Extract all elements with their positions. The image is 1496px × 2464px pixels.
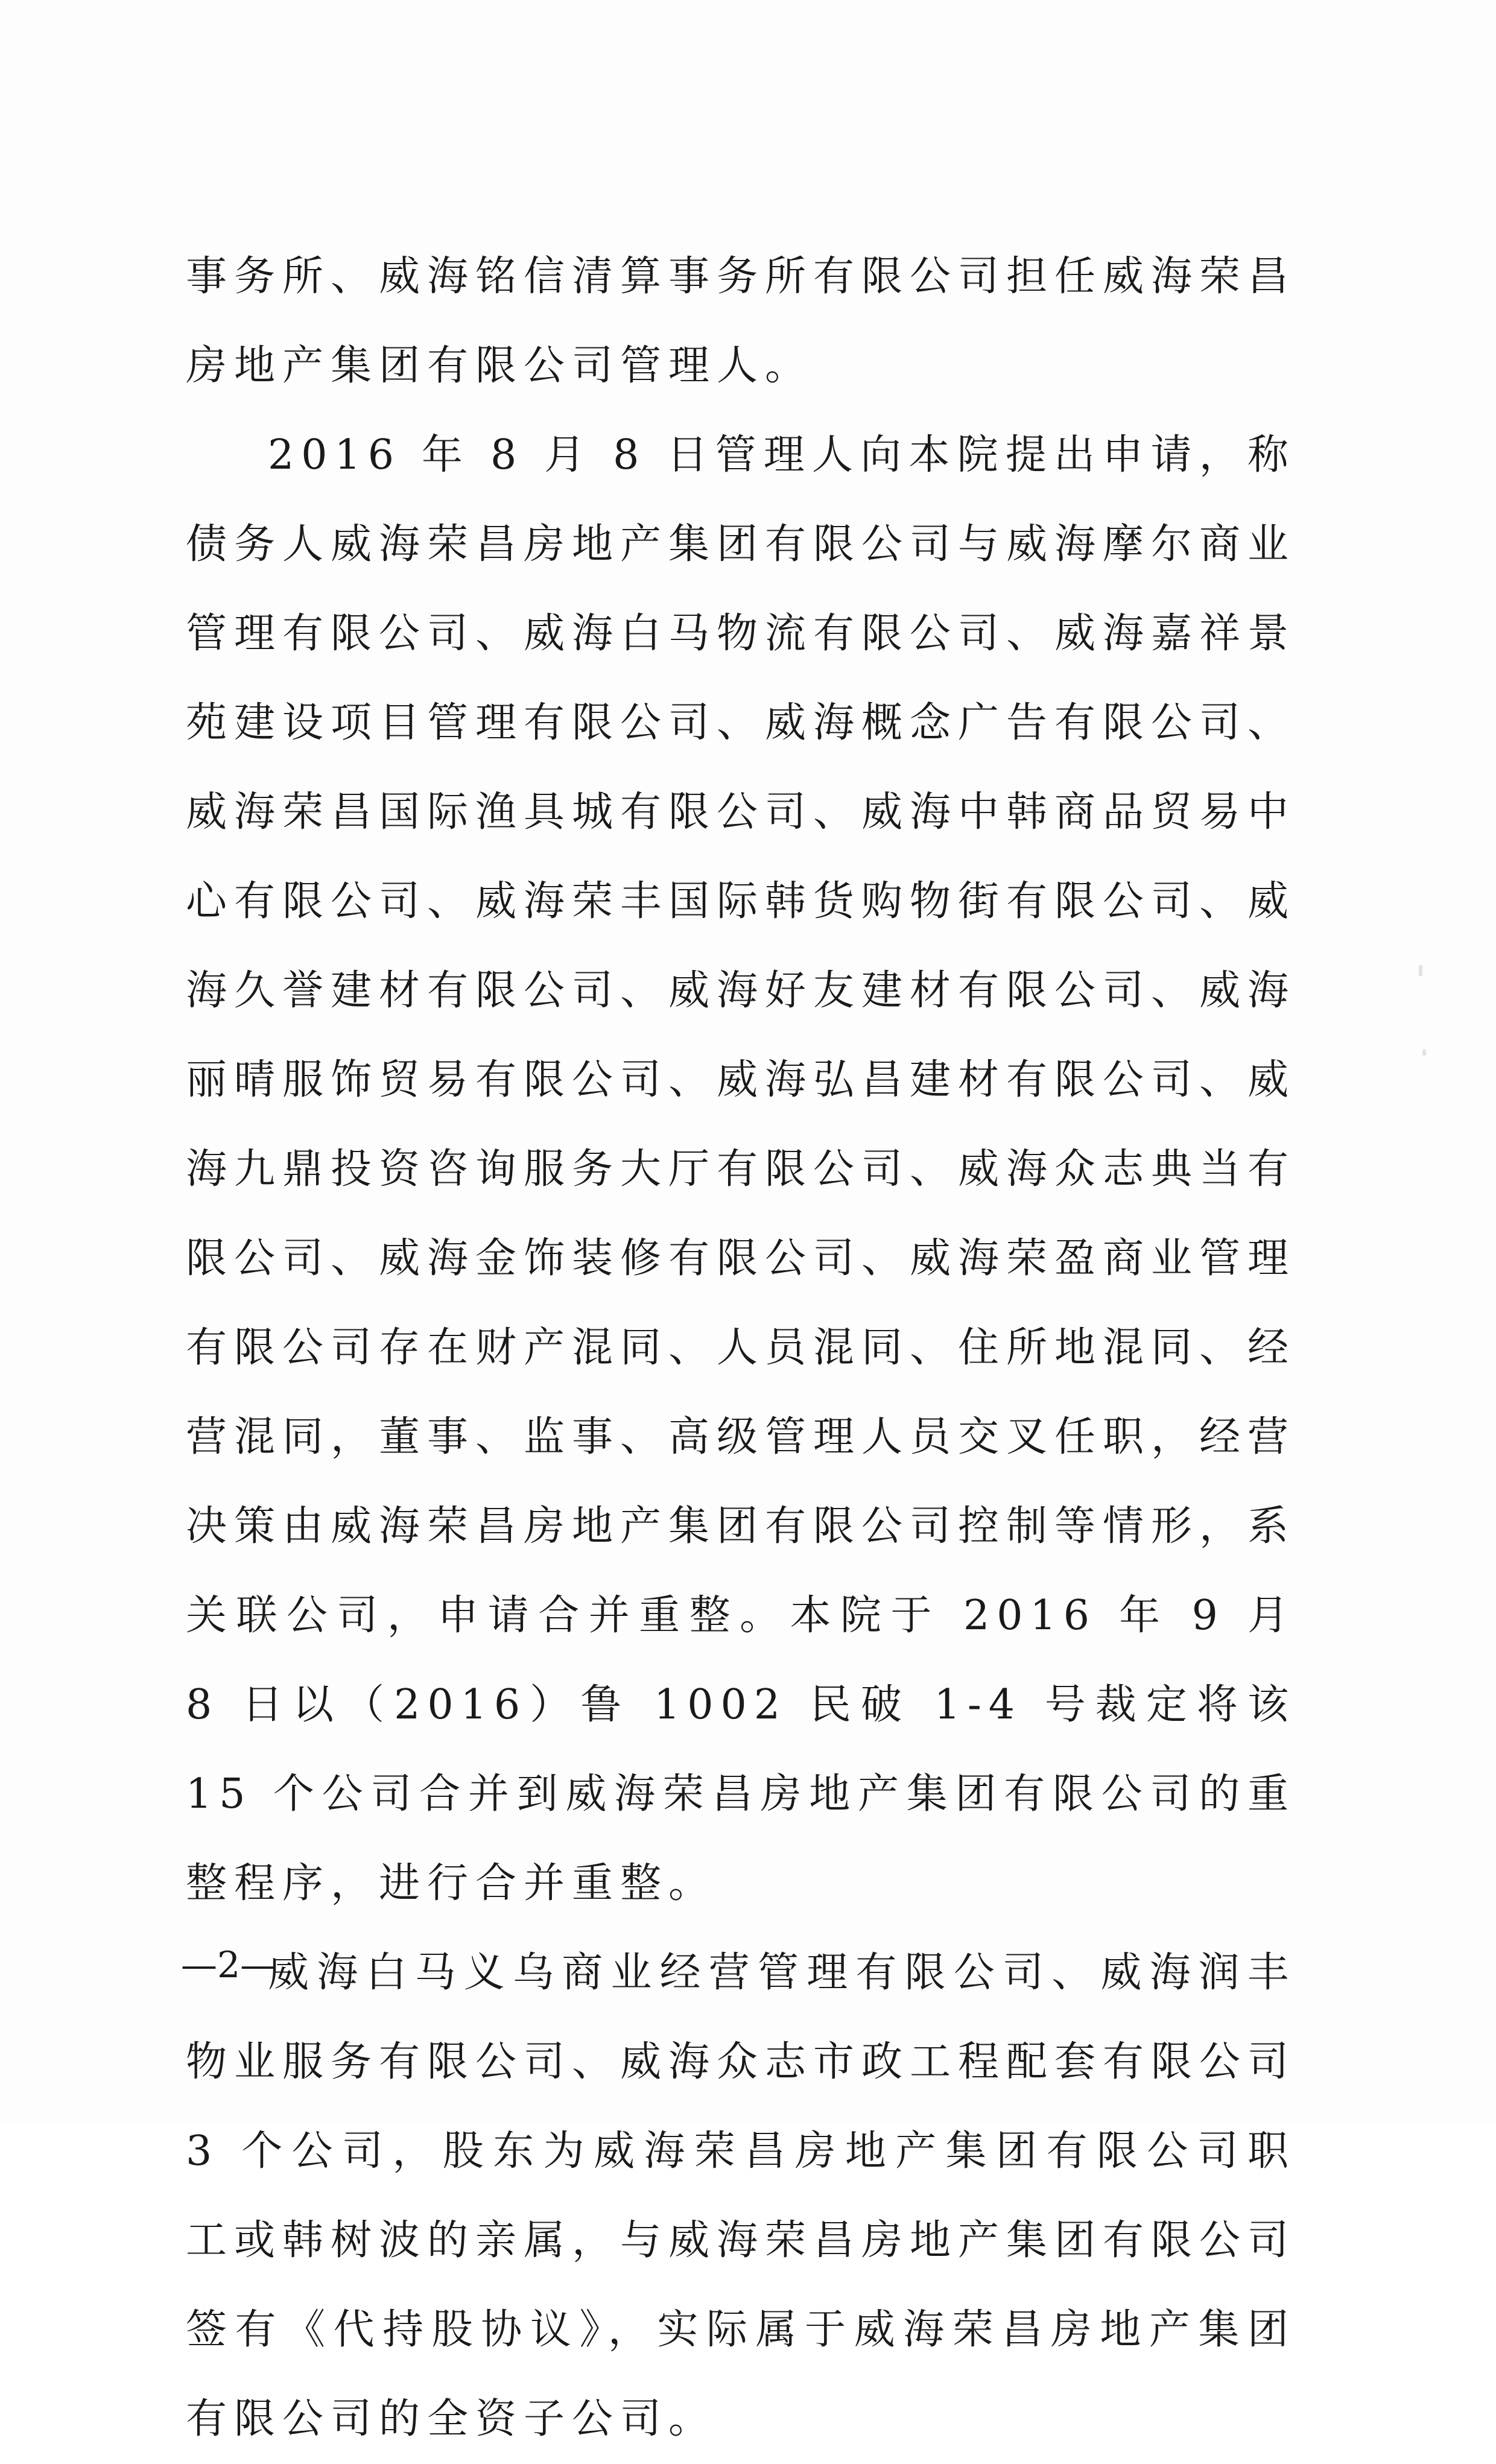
- document-body: [186, 232, 1296, 2464]
- page-number: —2—: [181, 1944, 277, 1986]
- paragraph-merger-application: 2016 年 8 月 8 日管理人向本院提出申请，称债务人威海荣昌房地产集团有限公司与威海摩尔商业管理有限公司、威海白马物流有限公司、威海嘉祥景苑建设项目管理有限公司、威海概念广告有限公司、威海荣昌国际渔具城有限公司、威海中韩商品贸易中心有限公司、威海荣丰国际韩货购物街有限公司、威海久誉建材有限公司、威海好友建材有限公司、威海丽晴服饰贸易有限公司、威海弘昌建材有限公司、威海九鼎投资咨询服务大厅有限公司、威海众志典当有限公司、威海金饰装修有限公司、威海荣盈商业管理有限公司存在财产混同、人员混同、住所地混同、经营混同，董事、监事、高级管理人员交叉任职，经营决策由威海荣昌房地产集团有限公司控制等情形，系关联公司，申请合并重整。本院于 2016 年 9 月 8 日以（2016）鲁 1002 民破 1-4 号裁定将该 15 个公司合并到威海荣昌房地产集团有限公司的重整程序，进行合并重整。: [186, 431, 1296, 1907]
- paragraph-subsidiaries: 威海白马义乌商业经营管理有限公司、威海润丰物业服务有限公司、威海众志市政工程配套有限公司 3 个公司，股东为威海荣昌房地产集团有限公司职工或韩树波的亲属，与威海荣昌房地产集团有限公司签有《代持股协议》，实际属于威海荣昌房地产集团有限公司的全资子公司。: [186, 1949, 1296, 2443]
- scan-artifact: [1422, 1050, 1426, 1056]
- paragraph-continuation: 事务所、威海铭信清算事务所有限公司担任威海荣昌房地产集团有限公司管理人。: [186, 253, 1296, 390]
- scan-artifact: [1419, 965, 1422, 976]
